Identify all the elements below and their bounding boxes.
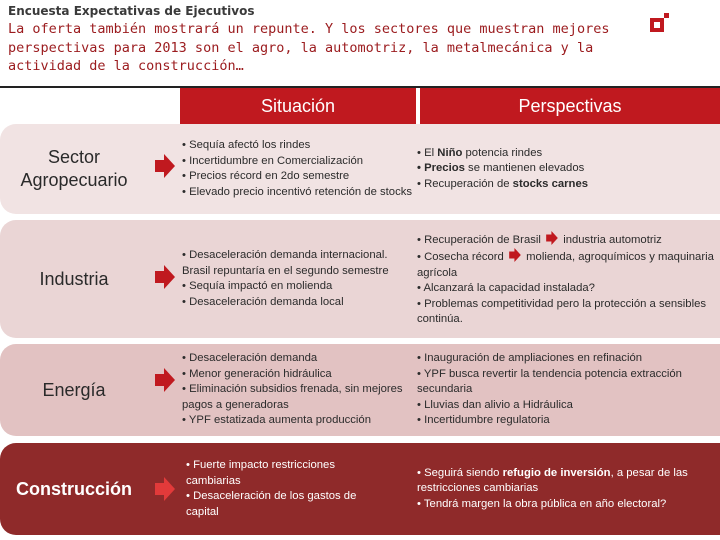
- situacion-item: • Eliminación subsidios frenada, sin mejores pagos a generadoras: [182, 383, 403, 411]
- perspectivas-cell: [417, 344, 717, 436]
- perspectivas-item: [417, 161, 717, 177]
- column-header-perspectivas: Perspectivas: [420, 88, 720, 124]
- perspectivas-item: • Tendrá margen la obra pública en año electoral?: [417, 497, 667, 510]
- text: se mantienen elevados: [464, 162, 585, 175]
- text: • Seguirá siendo: [417, 466, 503, 479]
- text: industria automotriz: [563, 233, 662, 246]
- right-arrow-icon: [155, 368, 175, 392]
- text-bold: stocks carnes: [512, 177, 589, 190]
- perspectivas-item: • Inauguración de ampliaciones en refinación: [417, 352, 643, 365]
- right-arrow-icon: [508, 248, 522, 262]
- situacion-cell: [186, 443, 386, 535]
- perspectivas-item: [417, 146, 717, 162]
- situacion-item: • Elevado precio incentivó retención de stocks: [182, 185, 413, 198]
- column-header-situacion: Situación: [180, 88, 416, 124]
- row-construccion: [0, 443, 720, 535]
- text: • Cosecha récord: [417, 251, 504, 263]
- perspectivas-item: • Incertidumbre regulatoria: [417, 414, 550, 427]
- perspectivas-item: [417, 248, 717, 281]
- situacion-item: • Desaceleración demanda internacional. Brasil repuntaría en el segundo semestre: [182, 249, 389, 277]
- headline: La oferta también mostrará un repunte. Y los sectores que muestran mejores perspectivas para 2013 son el agro, la automotriz, la metalmecánica y la actividad de la construcción…: [8, 21, 610, 74]
- right-arrow-icon: [155, 265, 175, 289]
- perspectivas-item: • YPF busca revertir la tendencia potencia extracción secundaria: [417, 367, 682, 396]
- situacion-item: • Incertidumbre en Comercialización: [182, 154, 364, 167]
- sector-label: Sector Agropecuario: [20, 147, 128, 190]
- situacion-item: • Fuerte impacto restricciones cambiarias: [186, 459, 335, 487]
- text: molienda, agroquímicos y maquinaria agrícola: [417, 251, 714, 279]
- perspectivas-item: • Lluvias dan alivio a Hidráulica: [417, 398, 573, 411]
- perspectivas-item: • Problemas competitividad pero la protección a sensibles continúa.: [417, 297, 707, 325]
- situacion-item: • Sequía impactó en molienda: [182, 280, 333, 292]
- perspectivas-item: [417, 466, 717, 497]
- text: • Recuperación de Brasil: [417, 233, 541, 246]
- situacion-cell: [182, 220, 414, 338]
- row-agropecuario: [0, 124, 720, 214]
- situacion-cell: [182, 344, 414, 436]
- text: , a pesar de las restricciones cambiarias: [417, 466, 688, 495]
- situacion-cell: [182, 124, 414, 214]
- perspectivas-item: • Alcanzará la capacidad instalada?: [417, 282, 595, 294]
- row-industria: [0, 220, 720, 338]
- sector-label: Industria: [39, 268, 109, 289]
- text: potencia rindes: [462, 146, 543, 159]
- situacion-item: • Desaceleración de los gastos de capital: [186, 490, 357, 518]
- row-energia: [0, 344, 720, 436]
- situacion-item: • Desaceleración demanda: [182, 352, 318, 365]
- perspectivas-cell: [417, 443, 717, 535]
- text: • Recuperación de: [417, 177, 513, 190]
- sector-label: Energía: [42, 379, 106, 400]
- brand-logo-icon: [648, 12, 670, 34]
- sector-label: Construcción: [15, 478, 132, 499]
- text-bold: • Precios: [417, 162, 465, 175]
- situacion-item: • Sequía afectó los rindes: [182, 139, 311, 151]
- situacion-item: • Desaceleración demanda local: [182, 295, 344, 308]
- kicker-title: Encuesta Expectativas de Ejecutivos: [8, 4, 255, 18]
- perspectivas-item: [417, 177, 717, 193]
- situacion-item: • Menor generación hidráulica: [182, 367, 332, 380]
- perspectivas-item: [417, 231, 717, 249]
- right-arrow-icon: [155, 154, 175, 178]
- perspectivas-cell: [417, 124, 717, 214]
- situacion-item: • YPF estatizada aumenta producción: [182, 414, 372, 427]
- text-bold: refugio de inversión: [502, 466, 611, 479]
- right-arrow-icon: [545, 231, 559, 245]
- situacion-item: • Precios récord en 2do semestre: [182, 170, 350, 182]
- text-bold: Niño: [437, 146, 463, 159]
- right-arrow-icon: [155, 477, 175, 501]
- text: • El: [417, 146, 438, 159]
- perspectivas-cell: [417, 220, 717, 338]
